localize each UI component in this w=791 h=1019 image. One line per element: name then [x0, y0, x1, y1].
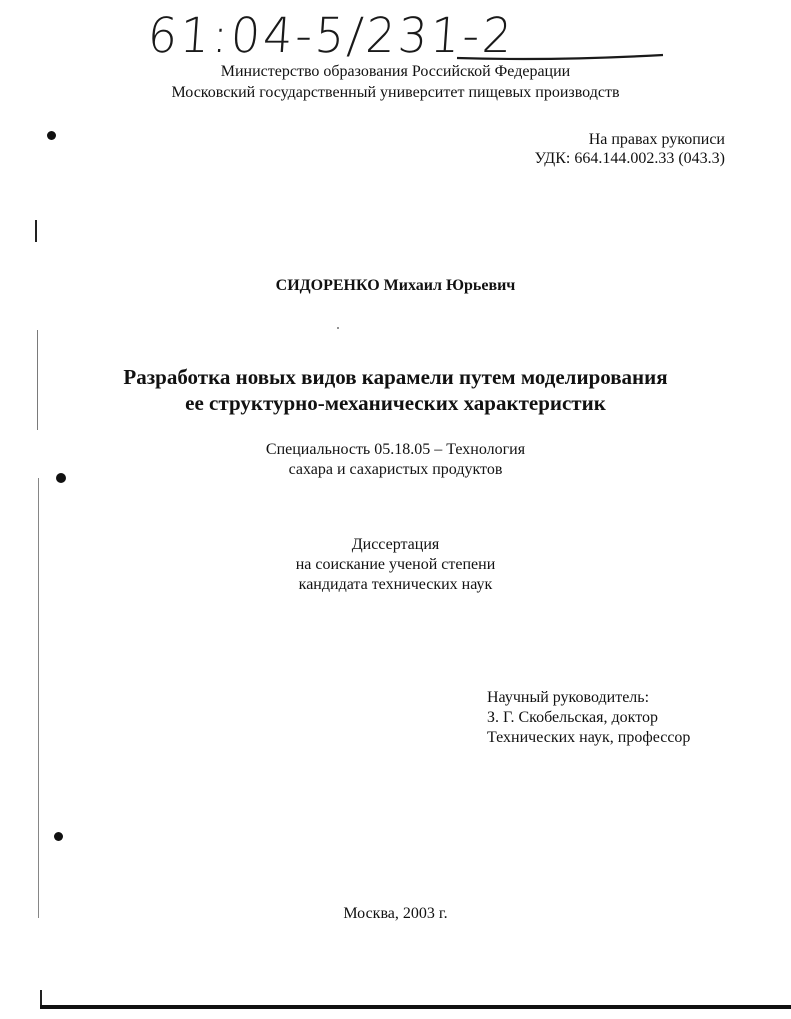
- degree-name: кандидата технических наук: [298, 576, 493, 593]
- scan-speck: [337, 327, 339, 329]
- university-line: Московский государственный университет пищевых производств: [171, 84, 620, 101]
- punch-hole-mark: [54, 832, 63, 841]
- author-surname: СИДОРЕНКО: [275, 277, 380, 294]
- punch-hole-mark: [47, 131, 56, 140]
- specialty-line-2: сахара и сахаристых продуктов: [288, 461, 503, 478]
- degree-purpose: на соискание ученой степени: [295, 556, 496, 573]
- thesis-title-line-1: Разработка новых видов карамели путем моделирования: [123, 365, 668, 389]
- manuscript-note: На правах рукописи: [588, 131, 725, 148]
- ministry-line: Министерство образования Российской Федерации: [220, 63, 571, 80]
- scan-margin-line: [35, 220, 37, 242]
- place-and-year: Москва, 2003 г.: [343, 905, 448, 922]
- author-given-names: Михаил Юрьевич: [383, 277, 516, 294]
- udc-code: УДК: 664.144.002.33 (043.3): [534, 150, 725, 167]
- scan-margin-line: [38, 478, 39, 918]
- handwriting-underline: [455, 52, 665, 62]
- punch-hole-mark: [56, 473, 66, 483]
- specialty-line-1: Специальность 05.18.05 – Технология: [265, 441, 526, 458]
- supervisor-degree: Технических наук, профессор: [487, 729, 691, 746]
- scan-bottom-edge: [40, 1005, 791, 1009]
- author-name: [0, 277, 791, 295]
- dissertation-label: Диссертация: [351, 536, 440, 553]
- handwritten-code-stamp: 61:04-5/231-2: [145, 7, 517, 64]
- scan-margin-line: [37, 330, 38, 430]
- supervisor-name: З. Г. Скобельская, доктор: [487, 709, 658, 726]
- thesis-title-line-2: ее структурно-механических характеристик: [185, 391, 606, 415]
- supervisor-heading: Научный руководитель:: [487, 689, 650, 706]
